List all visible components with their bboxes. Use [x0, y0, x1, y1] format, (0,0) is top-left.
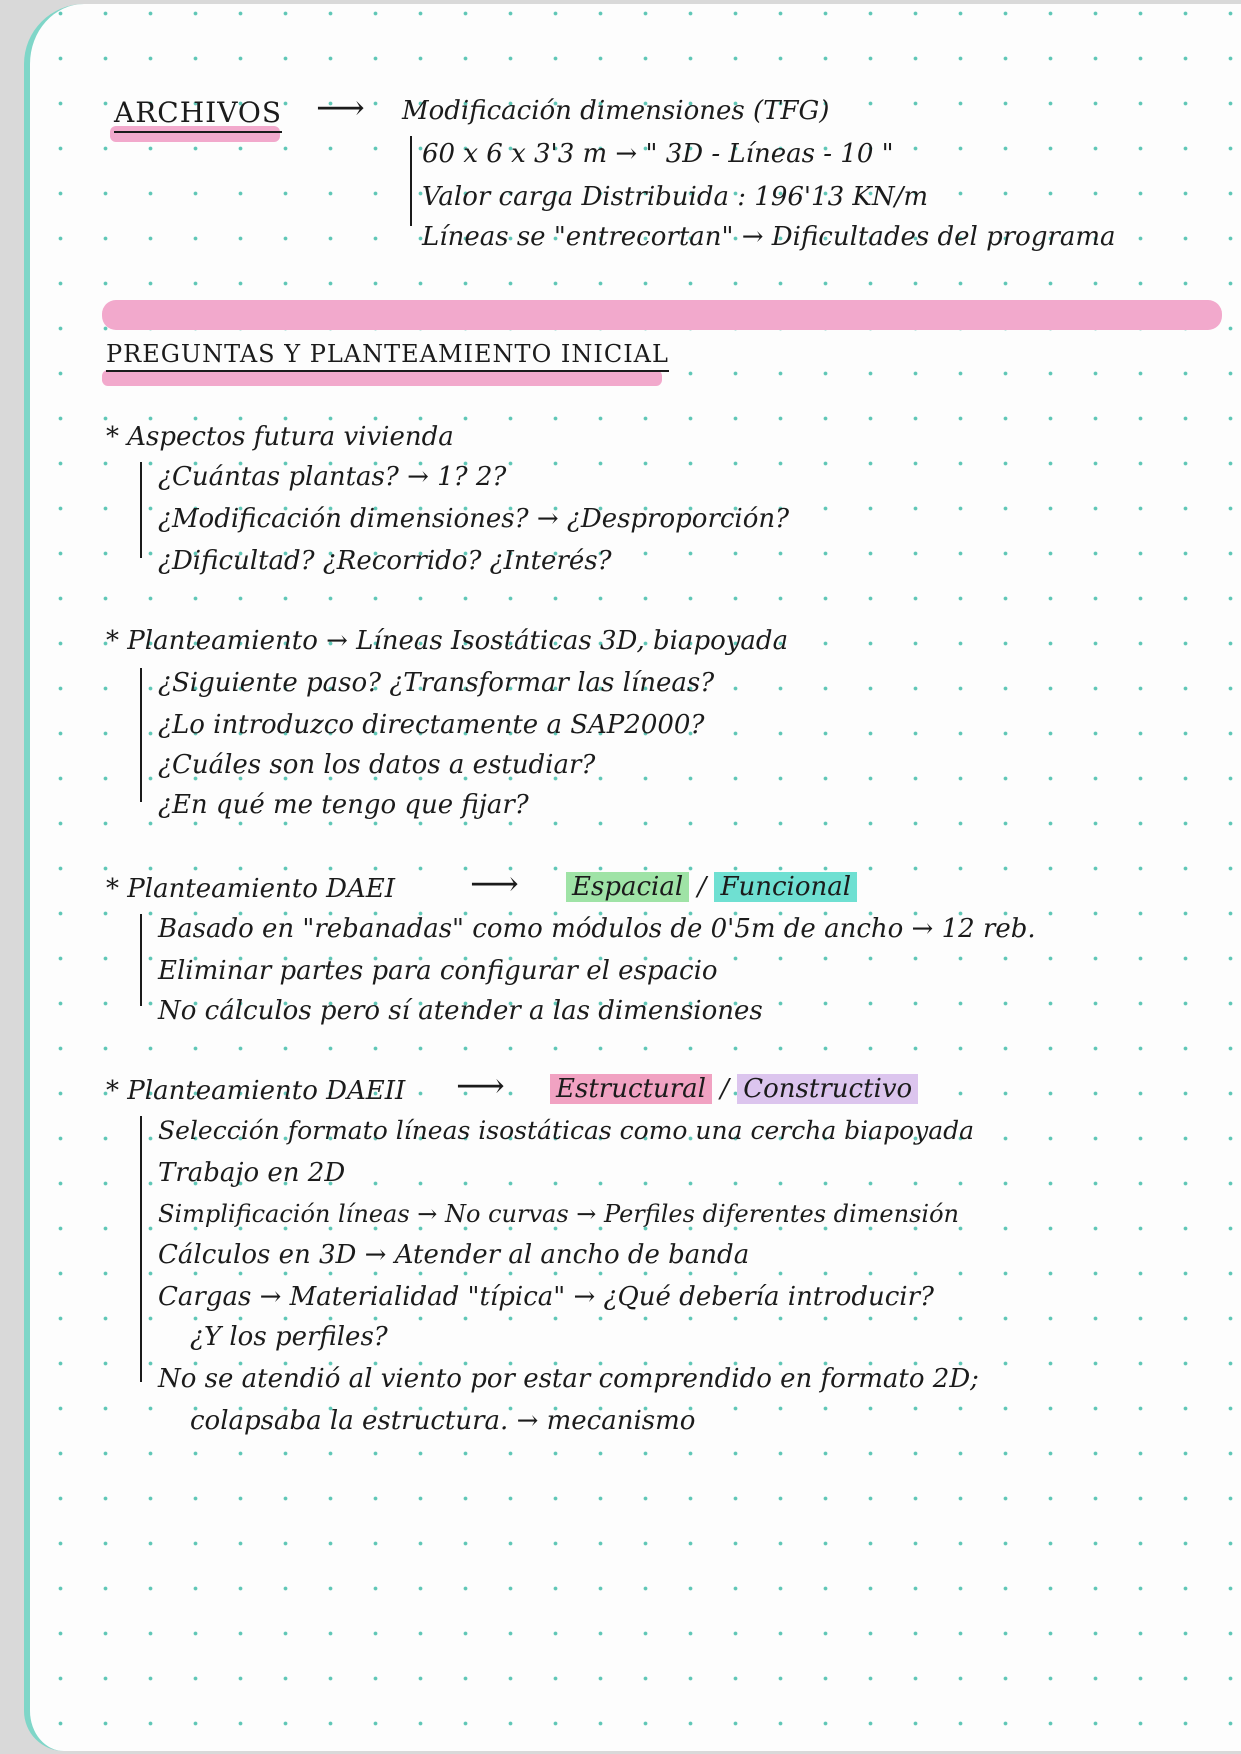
- ddeii-item: Selección formato líneas isostáticas como una cercha biapoyada: [158, 1116, 975, 1145]
- ddei-title: * Planteamiento DAEI: [106, 874, 395, 904]
- ddei-tags: [566, 872, 857, 902]
- planteamiento-item: ¿Lo introduzco directamente a SAP2000?: [158, 710, 705, 740]
- tag-espacial: Espacial: [566, 872, 689, 902]
- archivos-heading: ARCHIVOS: [114, 96, 282, 133]
- heading-highlight: [102, 370, 662, 386]
- ddeii-item: ¿Y los perfiles?: [190, 1322, 388, 1352]
- planteamiento-item: ¿En qué me tengo que fijar?: [158, 790, 529, 820]
- archivos-title: Modificación dimensiones (TFG): [402, 96, 830, 126]
- ddei-item: Basado en "rebanadas" como módulos de 0'5m de ancho → 12 reb.: [158, 914, 1036, 944]
- ddeii-item: Cálculos en 3D → Atender al ancho de banda: [158, 1240, 750, 1270]
- archivos-item: 60 x 6 x 3'3 m → " 3D - Líneas - 10 ": [422, 139, 894, 169]
- ddeii-item: colapsaba la estructura. → mecanismo: [190, 1406, 696, 1436]
- aspectos-title: * Aspectos futura vivienda: [106, 422, 454, 452]
- ddeii-brace: [140, 1116, 142, 1382]
- preguntas-heading: PREGUNTAS Y PLANTEAMIENTO INICIAL: [106, 340, 669, 372]
- ddei-arrow: ⟶: [470, 864, 519, 904]
- ddeii-item: Simplificación líneas → No curvas → Perfiles diferentes dimensión: [158, 1200, 959, 1228]
- archivos-item: Valor carga Distribuida : 196'13 KN/m: [422, 182, 928, 212]
- aspectos-brace: [140, 462, 142, 558]
- tag-separator: /: [697, 872, 707, 902]
- ddeii-tags: [550, 1074, 918, 1104]
- archivos-brace: [410, 136, 412, 226]
- notebook-page: [24, 4, 1241, 1751]
- ddeii-item: No se atendió al viento por estar comprendido en formato 2D;: [158, 1364, 979, 1394]
- ddei-brace: [140, 914, 142, 1006]
- planteamiento-item: ¿Cuáles son los datos a estudiar?: [158, 750, 596, 780]
- ddeii-arrow: ⟶: [456, 1066, 505, 1106]
- ddeii-item: Cargas → Materialidad "típica" → ¿Qué debería introducir?: [158, 1282, 934, 1312]
- planteamiento-brace: [140, 668, 142, 802]
- archivos-arrow: ⟶: [316, 88, 365, 128]
- archivos-item: Líneas se "entrecortan" → Dificultades del programa: [422, 222, 1116, 252]
- ddeii-item: Trabajo en 2D: [158, 1158, 346, 1188]
- aspectos-item: ¿Cuántas plantas? → 1? 2?: [158, 462, 507, 492]
- aspectos-item: ¿Dificultad? ¿Recorrido? ¿Interés?: [158, 546, 612, 576]
- ddeii-title: * Planteamiento DAEII: [106, 1076, 406, 1106]
- ddei-item: Eliminar partes para configurar el espacio: [158, 956, 718, 986]
- tag-constructivo: Constructivo: [737, 1074, 918, 1104]
- tag-funcional: Funcional: [714, 872, 857, 902]
- tag-separator: /: [720, 1074, 729, 1104]
- ddei-item: No cálculos pero sí atender a las dimensiones: [158, 996, 763, 1026]
- tag-estructural: Estructural: [550, 1074, 712, 1104]
- aspectos-item: ¿Modificación dimensiones? → ¿Desproporción?: [158, 504, 790, 534]
- planteamiento-title: * Planteamiento → Líneas Isostáticas 3D, biapoyada: [106, 626, 789, 656]
- divider-stripe: [102, 300, 1222, 330]
- planteamiento-item: ¿Siguiente paso? ¿Transformar las líneas?: [158, 668, 715, 698]
